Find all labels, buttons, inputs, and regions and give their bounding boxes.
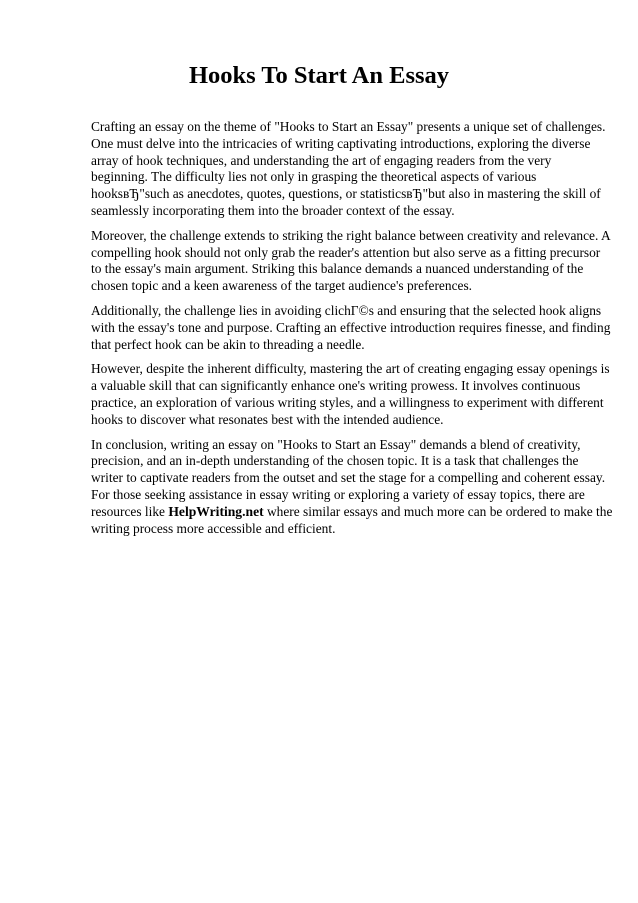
resource-line xyxy=(91,503,613,521)
text-line: compelling hook should not only grab the reader's attention but also serve as a fitting precursor xyxy=(91,244,601,260)
document-body xyxy=(91,119,613,545)
text-line: Crafting an essay on the theme of "Hooks to Start an Essay" presents a unique set of challenges. xyxy=(91,119,606,134)
text-line: For those seeking assistance in essay writing or exploring a variety of essay topics, there are xyxy=(91,486,585,502)
text-line: hooks to discover what resonates best with the intended audience. xyxy=(91,411,444,427)
resource-text-after: where similar essays and much more can be ordered to make the xyxy=(263,503,613,519)
text-line: a valuable skill that can significantly enhance one's writing prowess. It involves continuous xyxy=(91,378,581,394)
text-line: precision, and an in-depth understanding of the chosen topic. It is a task that challenges the xyxy=(91,453,579,469)
text-line: One must delve into the intricacies of writing captivating introductions, exploring the diverse xyxy=(91,135,591,151)
text-line: In conclusion, writing an essay on "Hooks to Start an Essay" demands a blend of creativity, xyxy=(91,436,581,452)
text-line: However, despite the inherent difficulty, mastering the art of creating engaging essay openings is xyxy=(91,361,610,377)
resource-text-before: resources like xyxy=(91,503,169,519)
text-line: hooksвЂ"such as anecdotes, quotes, questions, or statisticsвЂ"but also in mastering the skill of xyxy=(91,186,601,202)
helpwriting-link[interactable]: HelpWriting.net xyxy=(168,503,264,519)
text-line: practice, an exploration of various writing styles, and a willingness to experiment with different xyxy=(91,394,604,410)
text-line: that perfect hook can be akin to threading a needle. xyxy=(91,336,365,352)
paragraph-5 xyxy=(91,436,613,538)
text-line: writing process more accessible and efficient. xyxy=(91,520,336,536)
paragraph-2 xyxy=(91,227,611,295)
text-line: to the essay's main argument. Striking this balance demands a nuanced understanding of the xyxy=(91,261,584,277)
paragraph-3 xyxy=(91,302,611,353)
text-line: with the essay's tone and purpose. Crafting an effective introduction requires finesse, and finding xyxy=(91,319,611,335)
paragraph-4 xyxy=(91,361,610,428)
text-line: array of hook techniques, and understanding the art of engaging readers from the very xyxy=(91,152,552,168)
document-title: Hooks To Start An Essay xyxy=(188,62,450,89)
text-line: chosen topic and a keen awareness of the target audience's preferences. xyxy=(91,278,473,294)
text-line: writer to captivate readers from the outset and set the stage for a compelling and coherent essay. xyxy=(91,470,606,486)
paragraph-1 xyxy=(91,119,606,220)
text-line: Moreover, the challenge extends to striking the right balance between creativity and relevance. A xyxy=(91,227,611,243)
text-line: seamlessly incorporating them into the broader context of the essay. xyxy=(91,202,455,218)
text-line: beginning. The difficulty lies not only in grasping the theoretical aspects of various xyxy=(91,169,537,185)
text-line: Additionally, the challenge lies in avoiding clichГ©s and ensuring that the selected hook aligns xyxy=(91,302,602,318)
